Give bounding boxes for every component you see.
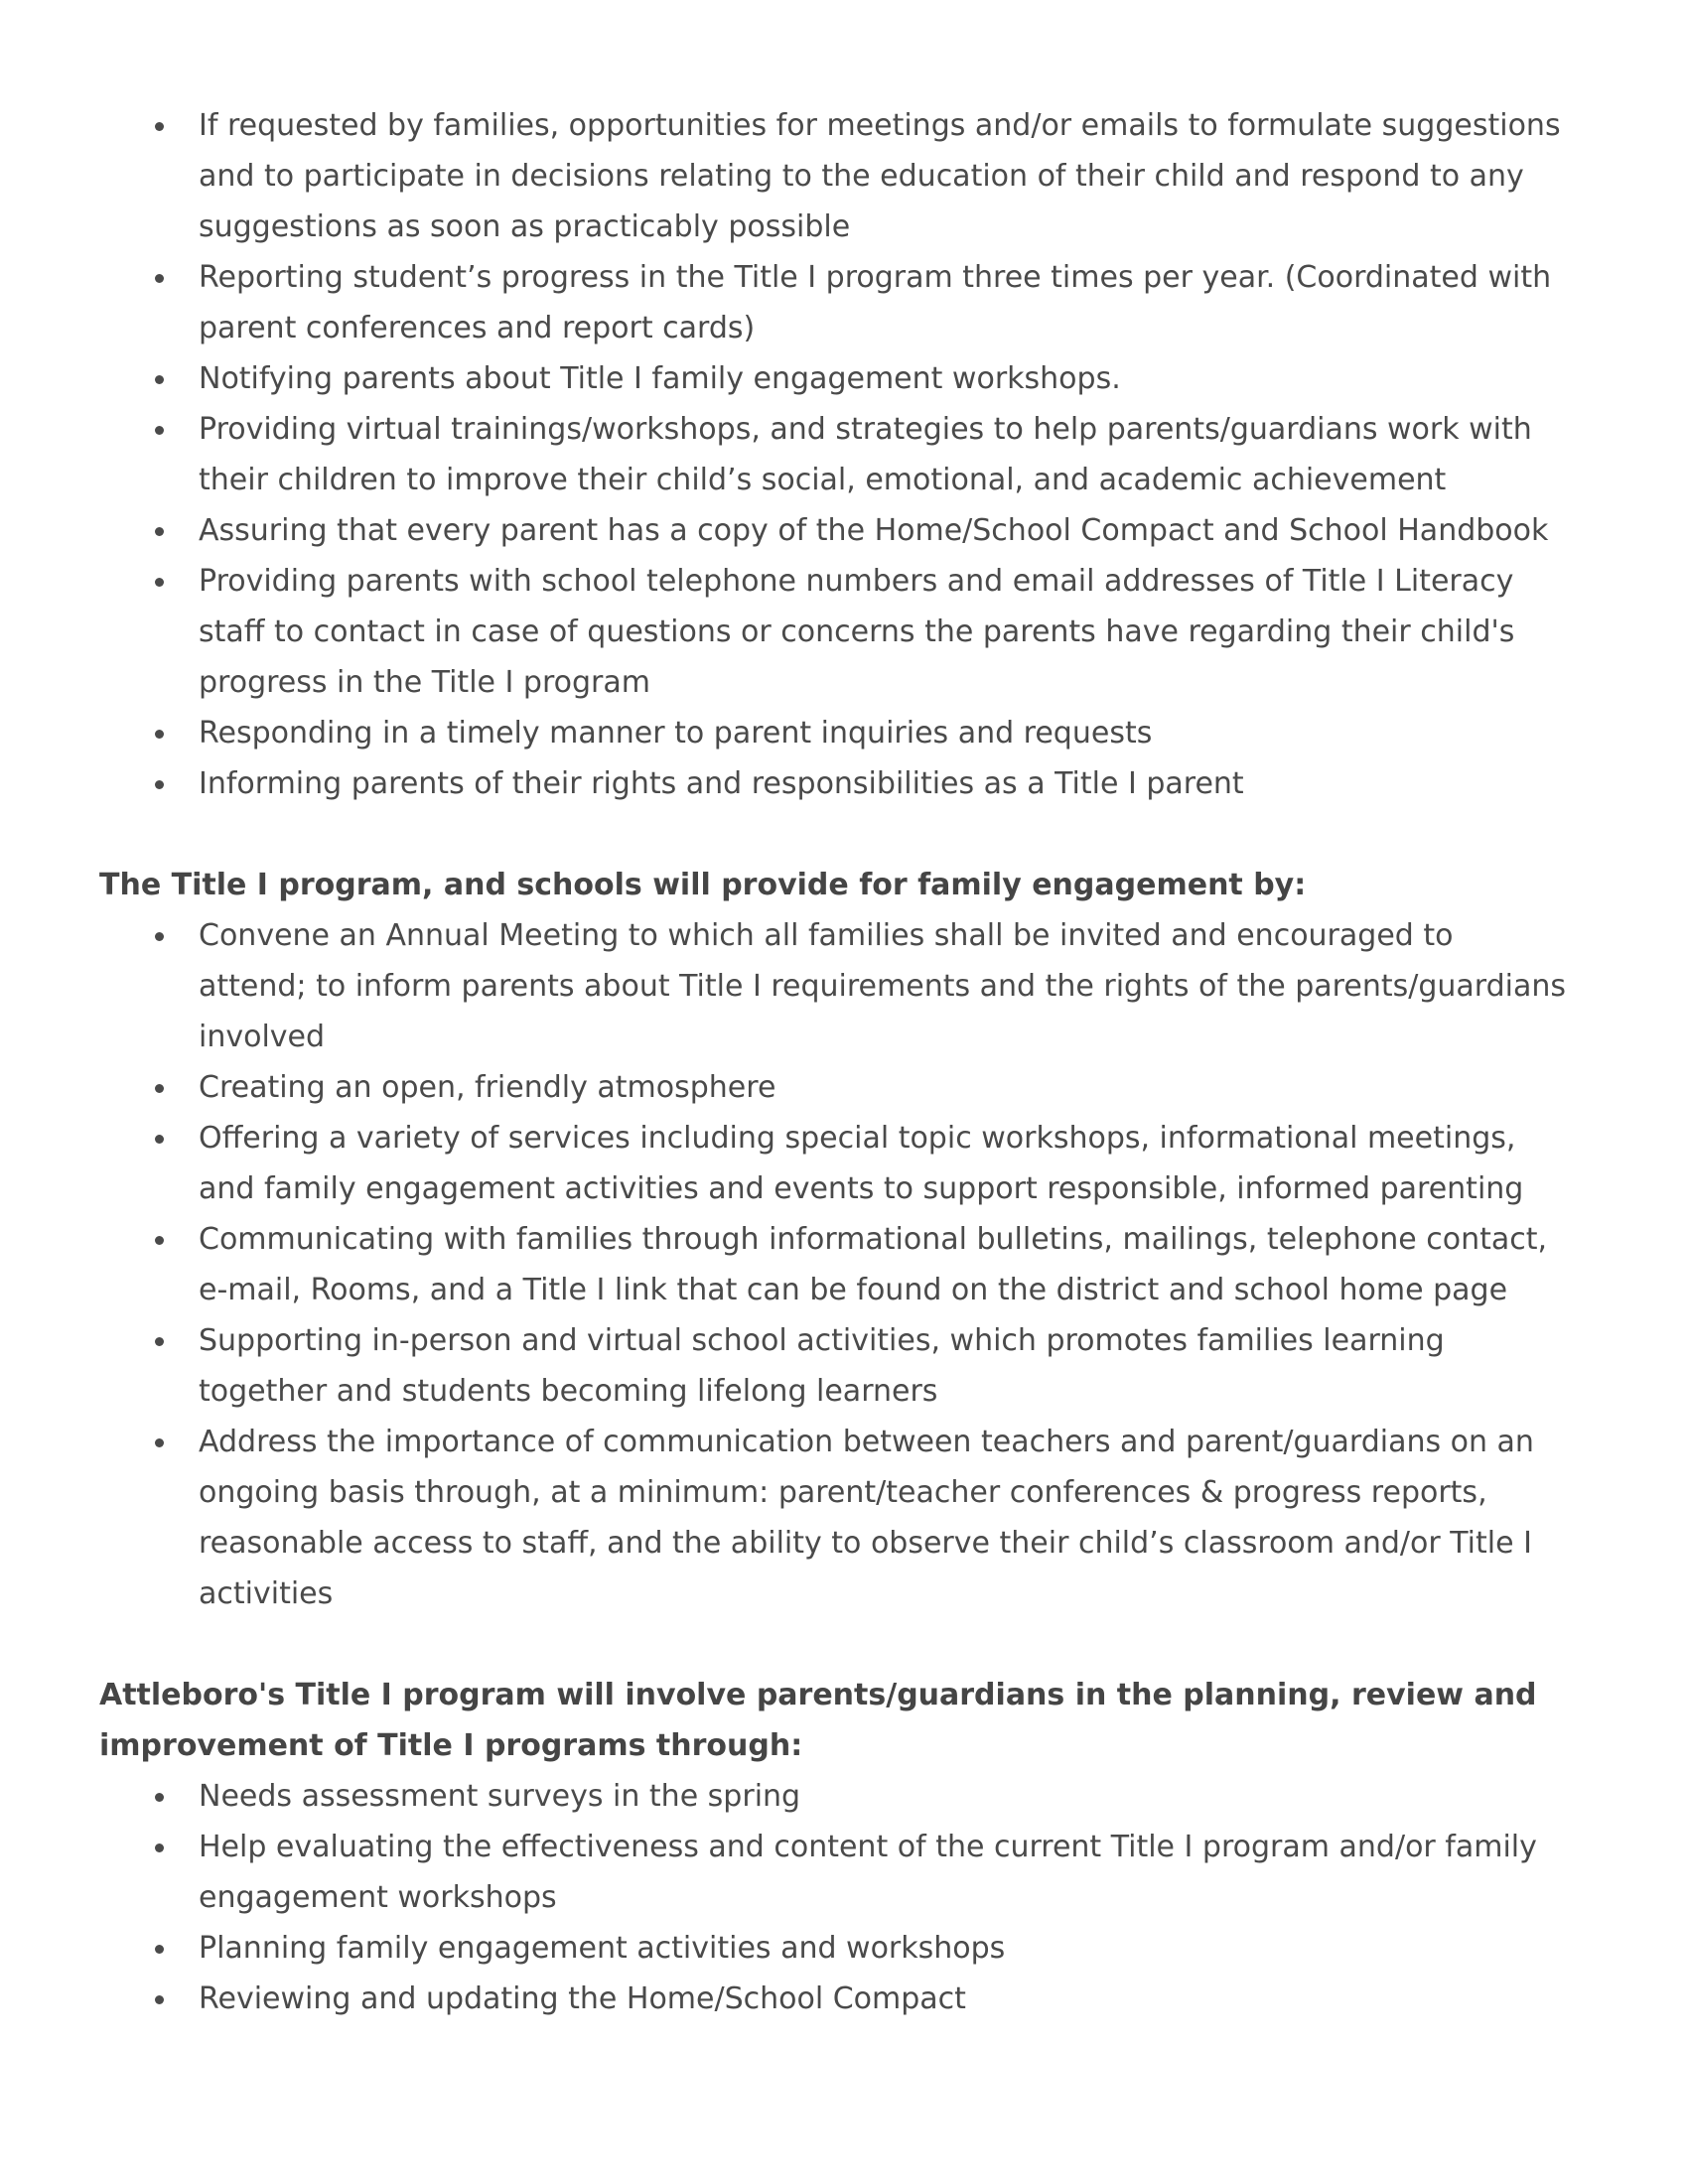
section-family-engagement bbox=[99, 860, 1589, 1619]
bullet-list bbox=[99, 910, 1589, 1619]
list-item bbox=[99, 252, 1569, 353]
list-item bbox=[99, 1113, 1569, 1214]
list-item bbox=[99, 708, 1569, 758]
list-item bbox=[99, 1822, 1569, 1923]
list-item-text: Notifying parents about Title I family engagement workshops. bbox=[199, 361, 1121, 396]
list-item bbox=[99, 1214, 1569, 1315]
list-item-text: Convene an Annual Meeting to which all families shall be invited and encouraged to attend; to inform parents about Title I requirements and the rights of the parents/guardians involved bbox=[199, 918, 1566, 1054]
list-item-text: Creating an open, friendly atmosphere bbox=[199, 1070, 776, 1105]
section-district-responsibilities bbox=[99, 100, 1589, 809]
bullet-list bbox=[99, 1771, 1589, 2024]
list-item bbox=[99, 1417, 1569, 1619]
list-item bbox=[99, 1923, 1569, 1974]
list-item-text: Address the importance of communication between teachers and parent/guardians on an ongoing basis through, at a minimum: parent/teacher conferences & progress reports, reasonable access to staff, and the ability to observe their child’s classroom and/or Title I activities bbox=[199, 1425, 1534, 1611]
bullet-icon bbox=[149, 252, 169, 303]
bullet-icon bbox=[149, 1315, 169, 1366]
bullet-icon bbox=[149, 758, 169, 809]
section-heading: Attleboro's Title I program will involve parents/guardians in the planning, review and improvement of Title I programs through: bbox=[99, 1678, 1537, 1763]
list-item-text: Communicating with families through informational bulletins, mailings, telephone contact, e-mail, Rooms, and a Title I link that can be found on the district and school home page bbox=[199, 1222, 1548, 1307]
list-item bbox=[99, 1771, 1569, 1822]
bullet-icon bbox=[149, 556, 169, 607]
list-item-text: Providing virtual trainings/workshops, and strategies to help parents/guardians work with their children to improve their child’s social, emotional, and academic achievement bbox=[199, 412, 1532, 497]
bullet-icon bbox=[149, 1062, 169, 1113]
list-item bbox=[99, 505, 1569, 556]
list-item-text: Planning family engagement activities and workshops bbox=[199, 1931, 1006, 1966]
document-body bbox=[99, 100, 1589, 2024]
list-item-text: Informing parents of their rights and responsibilities as a Title I parent bbox=[199, 766, 1244, 801]
list-item bbox=[99, 100, 1569, 252]
bullet-list bbox=[99, 100, 1589, 809]
list-item-text: Needs assessment surveys in the spring bbox=[199, 1779, 801, 1814]
bullet-icon bbox=[149, 910, 169, 961]
bullet-icon bbox=[149, 1923, 169, 1974]
bullet-icon bbox=[149, 353, 169, 404]
bullet-icon bbox=[149, 1822, 169, 1872]
list-item bbox=[99, 1315, 1569, 1417]
bullet-icon bbox=[149, 1417, 169, 1467]
bullet-icon bbox=[149, 1113, 169, 1163]
list-item-text: Supporting in-person and virtual school activities, which promotes families learning together and students becoming lifelong learners bbox=[199, 1323, 1445, 1409]
list-item bbox=[99, 1062, 1569, 1113]
list-item-text: Reporting student’s progress in the Title I program three times per year. (Coordinated with parent conferences and report cards) bbox=[199, 260, 1552, 345]
list-item-text: Help evaluating the effectiveness and content of the current Title I program and/or family engagement workshops bbox=[199, 1830, 1537, 1915]
bullet-icon bbox=[149, 100, 169, 151]
list-item bbox=[99, 758, 1569, 809]
list-item bbox=[99, 910, 1569, 1062]
list-item-text: Offering a variety of services including special topic workshops, informational meetings, and family engagement activities and events to support responsible, informed parenting bbox=[199, 1121, 1524, 1206]
list-item bbox=[99, 404, 1569, 505]
bullet-icon bbox=[149, 505, 169, 556]
bullet-icon bbox=[149, 1214, 169, 1265]
section-heading: The Title I program, and schools will provide for family engagement by: bbox=[99, 868, 1307, 902]
list-item-text: Reviewing and updating the Home/School Compact bbox=[199, 1981, 966, 2016]
bullet-icon bbox=[149, 708, 169, 758]
list-item bbox=[99, 1974, 1569, 2024]
list-item-text: Providing parents with school telephone numbers and email addresses of Title I Literacy staff to contact in case of questions or concerns the parents have regarding their child's progress in the Title I program bbox=[199, 564, 1515, 700]
list-item bbox=[99, 353, 1569, 404]
list-item bbox=[99, 556, 1569, 708]
list-item-text: If requested by families, opportunities for meetings and/or emails to formulate suggestions and to participate in decisions relating to the education of their child and respond to any suggestions as soon as practicably possible bbox=[199, 108, 1561, 244]
list-item-text: Assuring that every parent has a copy of the Home/School Compact and School Handbook bbox=[199, 513, 1549, 548]
section-parent-involvement bbox=[99, 1670, 1589, 2024]
bullet-icon bbox=[149, 1974, 169, 2024]
bullet-icon bbox=[149, 404, 169, 455]
list-item-text: Responding in a timely manner to parent inquiries and requests bbox=[199, 716, 1153, 751]
bullet-icon bbox=[149, 1771, 169, 1822]
